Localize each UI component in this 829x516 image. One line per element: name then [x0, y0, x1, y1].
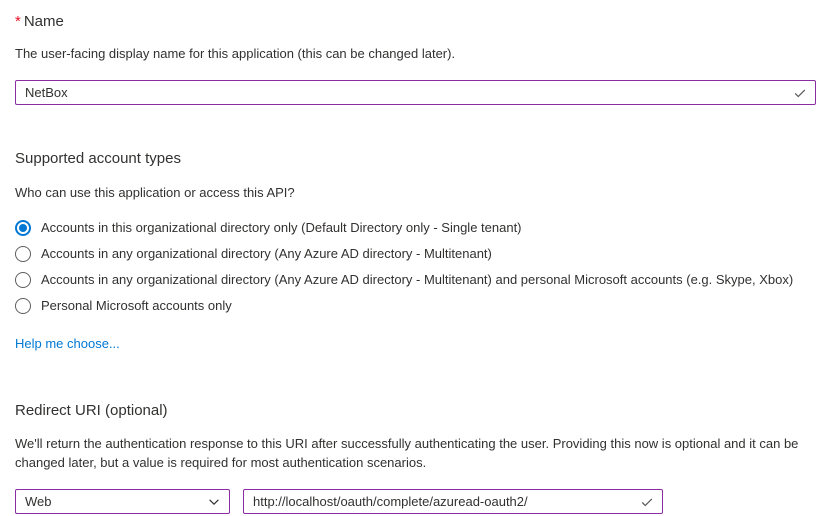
account-types-radio-group — [15, 215, 816, 319]
radio-option-label: Personal Microsoft accounts only — [41, 298, 232, 313]
account-types-question: Who can use this application or access this API? — [15, 185, 295, 200]
radio-option-label: Accounts in any organizational directory (Any Azure AD directory - Multitenant) and personal Microsoft accounts (e.g. Skype, Xbox) — [41, 272, 794, 287]
redirect-uri-input[interactable] — [244, 490, 662, 513]
name-description: The user-facing display name for this application (this can be changed later). — [15, 46, 456, 61]
name-section-title — [15, 12, 816, 32]
redirect-uri-description: We'll return the authentication response to this URI after successfully authenticating the user. Providing this now is optional and it can be changed later, but a value is required for most authentication scenarios. — [15, 436, 799, 470]
radio-option-label: Accounts in this organizational directory only (Default Directory only - Single tenant) — [41, 220, 522, 235]
name-input-container — [15, 80, 816, 105]
radio-button-icon[interactable] — [15, 272, 31, 288]
valid-checkmark-icon — [640, 495, 654, 509]
platform-select-value: Web — [25, 494, 52, 509]
chevron-down-icon — [207, 495, 221, 509]
redirect-uri-title: Redirect URI (optional) — [15, 402, 168, 419]
valid-checkmark-icon — [793, 86, 807, 100]
redirect-uri-row — [15, 489, 816, 514]
platform-select[interactable] — [15, 489, 230, 514]
required-asterisk: * — [15, 13, 21, 30]
redirect-uri-input-container — [243, 489, 663, 514]
radio-button-icon[interactable] — [15, 298, 31, 314]
name-section-title-text: Name — [23, 13, 64, 30]
supported-account-types-title: Supported account types — [15, 150, 181, 167]
radio-option-personal-only[interactable] — [15, 293, 816, 319]
radio-button-icon[interactable] — [15, 220, 31, 236]
radio-option-multitenant-personal[interactable] — [15, 267, 816, 293]
radio-option-label: Accounts in any organizational directory (Any Azure AD directory - Multitenant) — [41, 246, 492, 261]
name-input[interactable] — [16, 81, 815, 104]
help-me-choose-link[interactable]: Help me choose... — [15, 336, 120, 351]
radio-option-multitenant[interactable] — [15, 241, 816, 267]
radio-option-single-tenant[interactable] — [15, 215, 816, 241]
radio-button-icon[interactable] — [15, 246, 31, 262]
